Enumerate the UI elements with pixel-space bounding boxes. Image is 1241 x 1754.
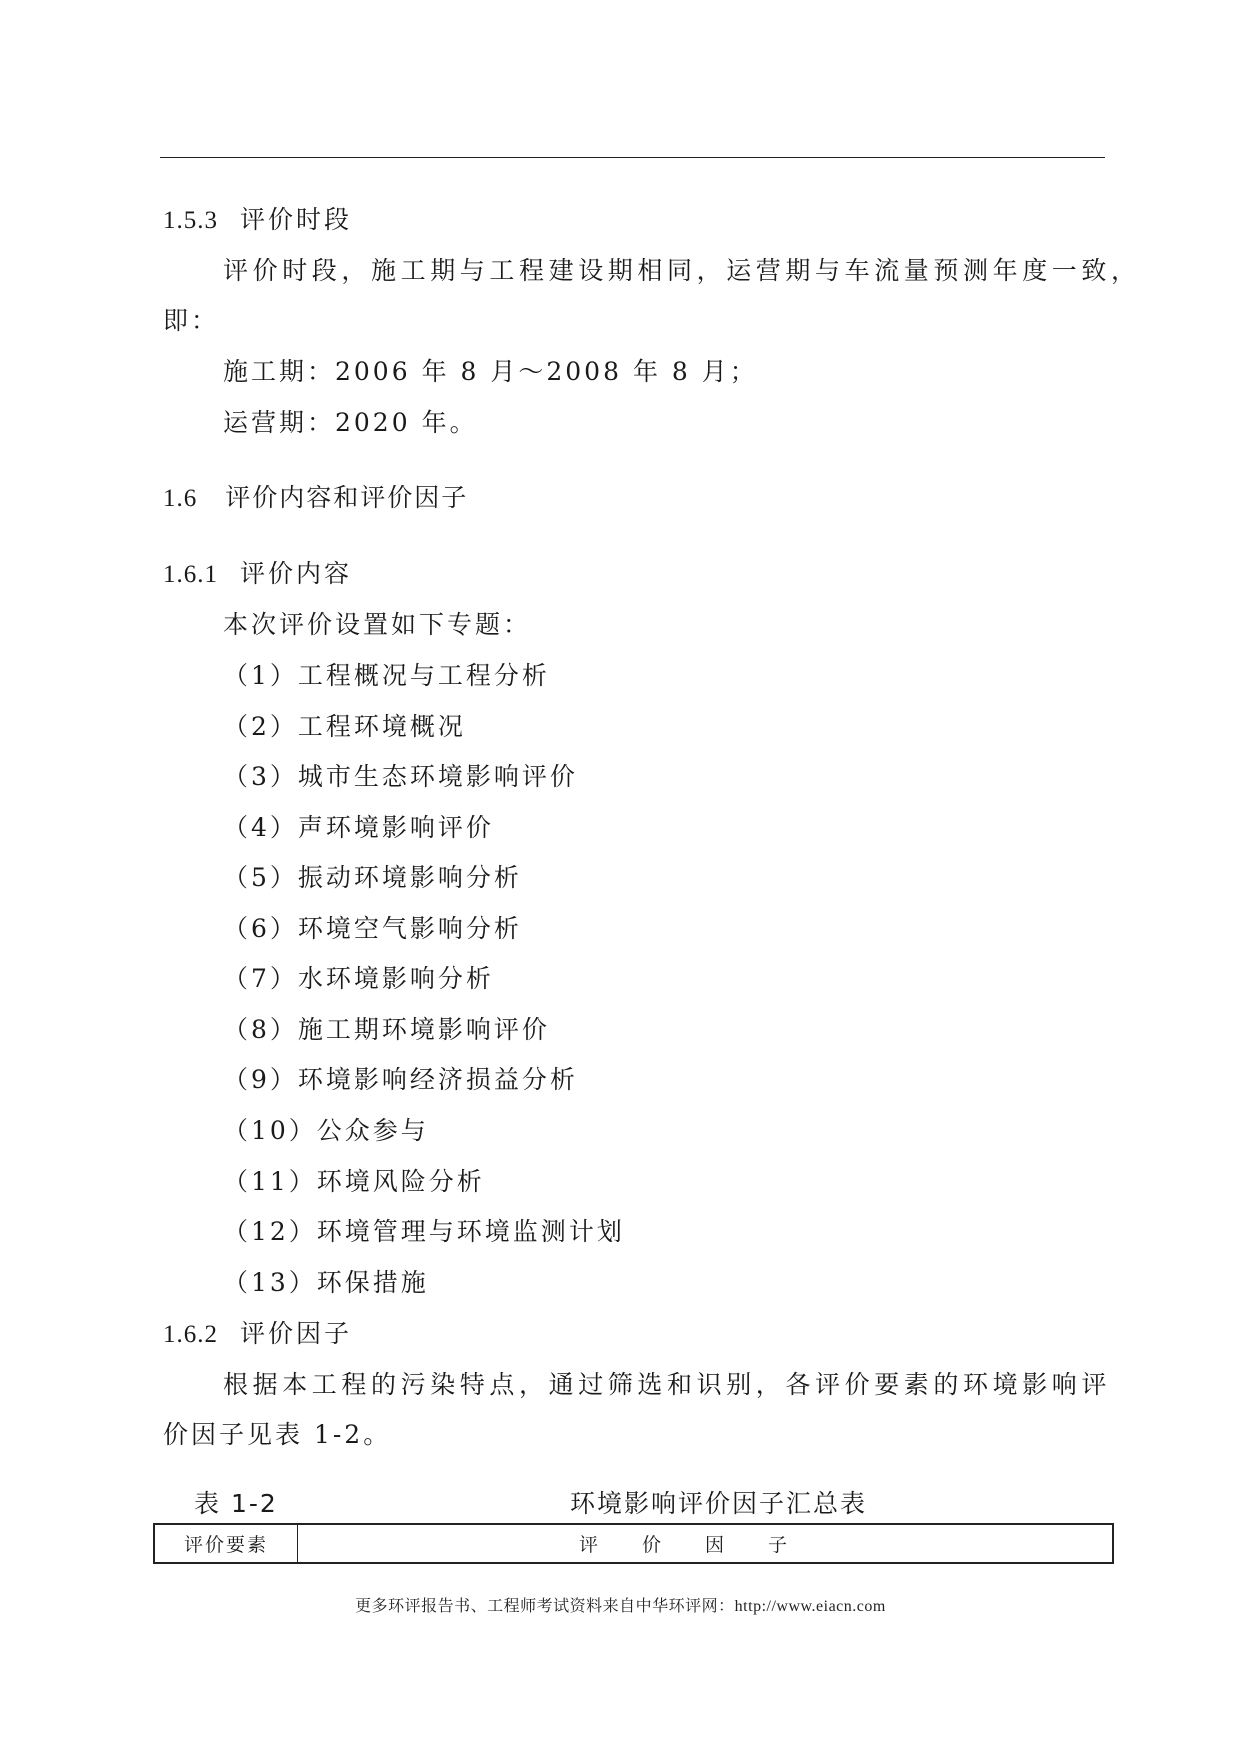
section-number: 1.6.2 <box>163 1321 218 1348</box>
list-item: （13）环保措施 <box>223 1268 429 1297</box>
paragraph-line: 价因子见表 1-2。 <box>163 1420 392 1449</box>
section-number: 1.6 <box>163 485 198 512</box>
section-number: 1.5.3 <box>163 207 218 234</box>
section-title: 评价因子 <box>240 1319 353 1348</box>
paragraph-line: 评价时段，施工期与工程建设期相同，运营期与车流量预测年度一致， <box>223 256 1141 285</box>
header-cell-element: 评价要素 <box>154 1524 298 1563</box>
header-cell-factor: 评价因子 <box>298 1524 1114 1563</box>
list-item: （3）城市生态环境影响评价 <box>223 762 578 791</box>
operation-period: 运营期：2020 年。 <box>223 408 478 437</box>
list-item: （12）环境管理与环境监测计划 <box>223 1217 625 1246</box>
section-title: 评价时段 <box>240 205 353 234</box>
list-item: （5）振动环境影响分析 <box>223 863 522 892</box>
construction-period: 施工期：2006 年 8 月～2008 年 8 月； <box>223 357 758 386</box>
table-label: 表 1-2 <box>194 1489 278 1518</box>
list-item: （8）施工期环境影响评价 <box>223 1015 550 1044</box>
list-item: （6）环境空气影响分析 <box>223 914 522 943</box>
topics-intro: 本次评价设置如下专题： <box>223 610 532 639</box>
section-number: 1.6.1 <box>163 561 218 588</box>
table-header-row <box>154 1524 1113 1563</box>
list-item: （4）声环境影响评价 <box>223 813 494 842</box>
section-title: 评价内容 <box>240 559 353 588</box>
paragraph-line: 即： <box>163 306 220 335</box>
list-item: （9）环境影响经济损益分析 <box>223 1065 578 1094</box>
list-item: （10）公众参与 <box>223 1116 429 1145</box>
list-item: （11）环境风险分析 <box>223 1167 485 1196</box>
list-item: （1）工程概况与工程分析 <box>223 661 550 690</box>
list-item: （2）工程环境概况 <box>223 712 466 741</box>
paragraph-line: 根据本工程的污染特点，通过筛选和识别，各评价要素的环境影响评 <box>223 1370 1112 1399</box>
header-rule <box>160 157 1105 158</box>
section-title: 评价内容和评价因子 <box>225 483 469 512</box>
section-1-6-heading <box>163 481 468 516</box>
footer-note: 更多环评报告书、工程师考试资料来自中华环评网：http://www.eiacn.com <box>355 1598 886 1615</box>
table-title: 环境影响评价因子汇总表 <box>570 1489 868 1518</box>
list-item: （7）水环境影响分析 <box>223 964 494 993</box>
section-1-6-1-heading <box>163 557 352 592</box>
section-1-5-3-heading <box>163 203 352 238</box>
section-1-6-2-heading <box>163 1317 352 1352</box>
factor-summary-table <box>153 1523 1114 1564</box>
